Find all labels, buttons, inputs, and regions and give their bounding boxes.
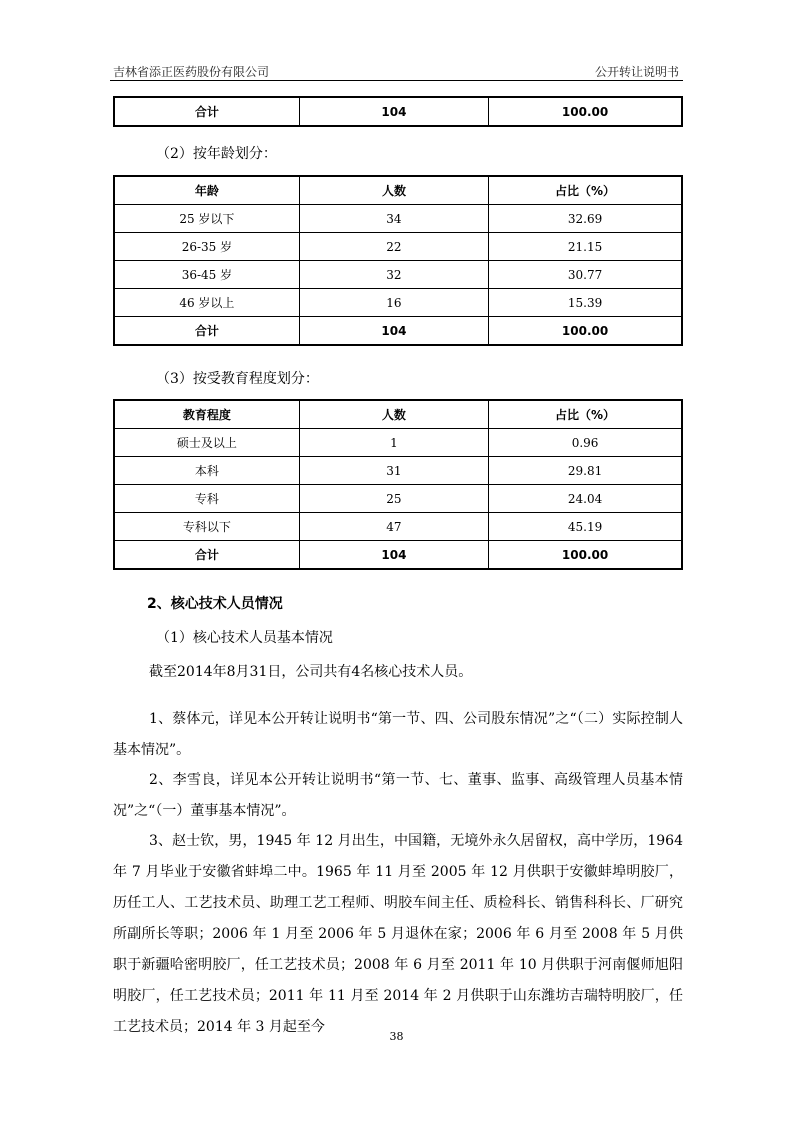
table-cell: 34 bbox=[299, 205, 488, 233]
age-table bbox=[113, 175, 683, 346]
table-cell: 25 bbox=[299, 485, 488, 513]
table-cell: 硕士及以上 bbox=[114, 429, 299, 457]
total-percent: 100.00 bbox=[489, 317, 682, 346]
body-text bbox=[113, 765, 683, 827]
page-number: 38 bbox=[389, 1030, 404, 1043]
table-cell: 专科以下 bbox=[114, 513, 299, 541]
total-label: 合计 bbox=[114, 541, 299, 570]
header-company: 吉林省添正医药股份有限公司 bbox=[113, 65, 270, 79]
header-doc-title: 公开转让说明书 bbox=[594, 65, 679, 79]
sub-heading: （1）核心技术人员基本情况 bbox=[156, 630, 333, 646]
table-cell: 32 bbox=[299, 261, 488, 289]
total-count: 104 bbox=[299, 541, 488, 570]
column-header: 人数 bbox=[299, 400, 488, 429]
table-row bbox=[114, 513, 682, 541]
table-cell: 15.39 bbox=[489, 289, 682, 317]
table-row bbox=[114, 233, 682, 261]
paragraph-item2: 2、李雪良，详见本公开转让说明书“第一节、七、董事、监事、高级管理人员基本情况”之“（一）董事基本情况”。 bbox=[113, 772, 683, 819]
table-row bbox=[114, 289, 682, 317]
total-label: 合计 bbox=[114, 97, 299, 126]
paragraph-item1: 1、蔡体元，详见本公开转让说明书“第一节、四、公司股东情况”之“（二）实际控制人基本情况”。 bbox=[113, 711, 683, 758]
table-cell: 30.77 bbox=[489, 261, 682, 289]
paragraph-intro: 截至2014年8月31日，公司共有4名核心技术人员。 bbox=[149, 664, 473, 680]
paragraph-item3: 3、赵士钦，男，1945 年 12 月出生，中国籍，无境外永久居留权，高中学历，1964 年 7 月毕业于安徽省蚌埠二中。1965 年 11 月至 2005 年 12 月供职于安徽蚌埠明胶厂，历任工人、工艺技术员、助理工艺工程师、明胶车间主任、质检科长、销售科科长、厂研究所副所长等职；2006 年 1 月至 2006 年 5 月退休在家；2006 年 6 月至 2008 年 5 月供职于新疆哈密明胶厂，任工艺技术员；2008 年 6 月至 2011 年 10 月供职于河南偃师旭阳明胶厂，任工艺技术员；2011 年 11 月至 2014 年 2 月供职于山东潍坊吉瑞特明胶厂，任工艺技术员；2014 年 3 月起至今 bbox=[113, 833, 683, 1035]
table-row bbox=[114, 97, 682, 126]
table-cell: 22 bbox=[299, 233, 488, 261]
table-row bbox=[114, 429, 682, 457]
total-label: 合计 bbox=[114, 317, 299, 346]
total-count: 104 bbox=[299, 317, 488, 346]
table-header-row bbox=[114, 400, 682, 429]
edu-table bbox=[113, 399, 683, 570]
table-cell: 47 bbox=[299, 513, 488, 541]
table-total-row bbox=[114, 541, 682, 570]
table-header-row bbox=[114, 176, 682, 205]
column-header: 年龄 bbox=[114, 176, 299, 205]
header-rule bbox=[110, 80, 683, 81]
body-text bbox=[113, 657, 683, 688]
table-cell: 31 bbox=[299, 457, 488, 485]
table-row bbox=[114, 485, 682, 513]
table-cell: 24.04 bbox=[489, 485, 682, 513]
column-header: 占比（%） bbox=[489, 176, 682, 205]
prev-table-total bbox=[113, 96, 683, 127]
total-percent: 100.00 bbox=[489, 541, 682, 570]
body-text bbox=[113, 826, 683, 1043]
age-caption: （2）按年龄划分： bbox=[156, 146, 277, 162]
table-total-row bbox=[114, 317, 682, 346]
column-header: 教育程度 bbox=[114, 400, 299, 429]
edu-caption: （3）按受教育程度划分： bbox=[156, 371, 319, 387]
table-cell: 专科 bbox=[114, 485, 299, 513]
table-row bbox=[114, 261, 682, 289]
table-cell: 26-35 岁 bbox=[114, 233, 299, 261]
table-cell: 1 bbox=[299, 429, 488, 457]
table-cell: 46 岁以上 bbox=[114, 289, 299, 317]
body-text bbox=[113, 704, 683, 766]
table-row bbox=[114, 205, 682, 233]
table-cell: 25 岁以下 bbox=[114, 205, 299, 233]
table-cell: 29.81 bbox=[489, 457, 682, 485]
table-cell: 16 bbox=[299, 289, 488, 317]
section-heading: 2、核心技术人员情况 bbox=[147, 596, 283, 612]
table-cell: 21.15 bbox=[489, 233, 682, 261]
table-cell: 本科 bbox=[114, 457, 299, 485]
column-header: 人数 bbox=[299, 176, 488, 205]
total-count: 104 bbox=[299, 97, 488, 126]
table-cell: 45.19 bbox=[489, 513, 682, 541]
table-cell: 32.69 bbox=[489, 205, 682, 233]
table-cell: 36-45 岁 bbox=[114, 261, 299, 289]
table-row bbox=[114, 457, 682, 485]
column-header: 占比（%） bbox=[489, 400, 682, 429]
table-cell: 0.96 bbox=[489, 429, 682, 457]
total-percent: 100.00 bbox=[489, 97, 682, 126]
